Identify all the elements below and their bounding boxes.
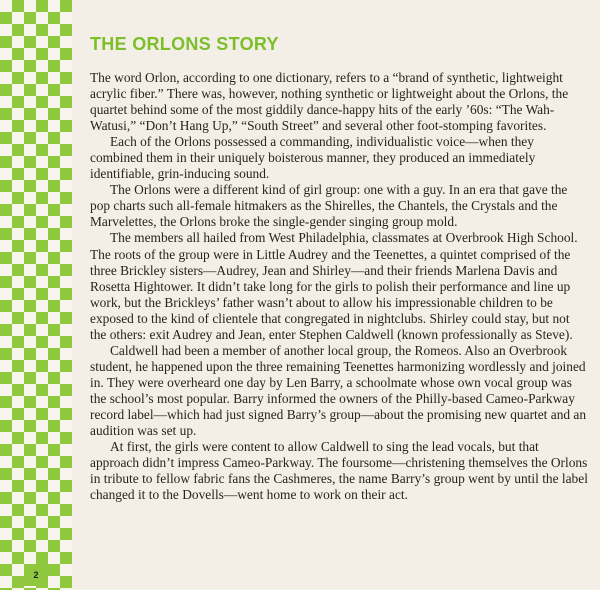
article-body xyxy=(90,70,588,503)
paragraph-4: The members all hailed from West Philadelphia, classmates at Overbrook High School. The roots of the group were in Little Audrey and the Teenettes, a quintet comprised of the three Brickley sisters—Audrey, Jean and Shirley—and their friends Marlena Davis and Rosetta Hightower. It didn’t take long for the girls to polish their performance and line up work, but the Brickleys’ father wasn’t about to allow his impressionable children to be exposed to the kind of clientele that congregated in nightclubs. Shirley could stay, but not the others: exit Audrey and Jean, enter Stephen Caldwell (known professionally as Steve). xyxy=(90,230,578,342)
page-number: 2 xyxy=(33,570,39,580)
paragraph-1: The word Orlon, according to one dictionary, refers to a “brand of synthetic, lightweight acrylic fiber.” There was, however, nothing synthetic or lightweight about the Orlons, the quartet behind some of the most giddily dance-happy hits of the early ’60s: “The Wah-Watusi,” “Don’t Hang Up,” “South Street” and several other foot-stomping favorites. xyxy=(90,70,569,134)
paragraph-6: At first, the girls were content to allow Caldwell to sing the lead vocals, but that approach didn’t impress Cameo-Parkway. The foursome—christening themselves the Orlons in tribute to fellow fabric fans the Cashmeres, the name Barry’s group went by until the label changed it to the Dovells—went home to work on their act. xyxy=(90,439,588,503)
page-title: THE ORLONS STORY xyxy=(90,34,279,54)
page-number-badge xyxy=(24,564,48,586)
paragraph-2: Each of the Orlons possessed a commanding, individualistic voice—when they combined them in their uniquely boisterous manner, they produced an immediately identifiable, grin-inducing sound. xyxy=(90,134,536,182)
checkered-border xyxy=(0,0,72,590)
paragraph-5: Caldwell had been a member of another local group, the Romeos. Also an Overbrook student, he happened upon the three remaining Teenettes harmonizing wordlessly and joined in. They were overheard one day by Len Barry, a schoolmate whose own vocal group was the school’s most popular. Barry informed the owners of the Philly-based Cameo-Parkway record label—which had just signed Barry’s group—about the promising new quartet and an audition was set up. xyxy=(90,342,587,439)
paragraph-3: The Orlons were a different kind of girl group: one with a guy. In an era that gave the pop charts such all-female hitmakers as the Shirelles, the Chantels, the Crystals and the Marvelettes, the Orlons broke the single-gender singing group mold. xyxy=(90,182,568,230)
